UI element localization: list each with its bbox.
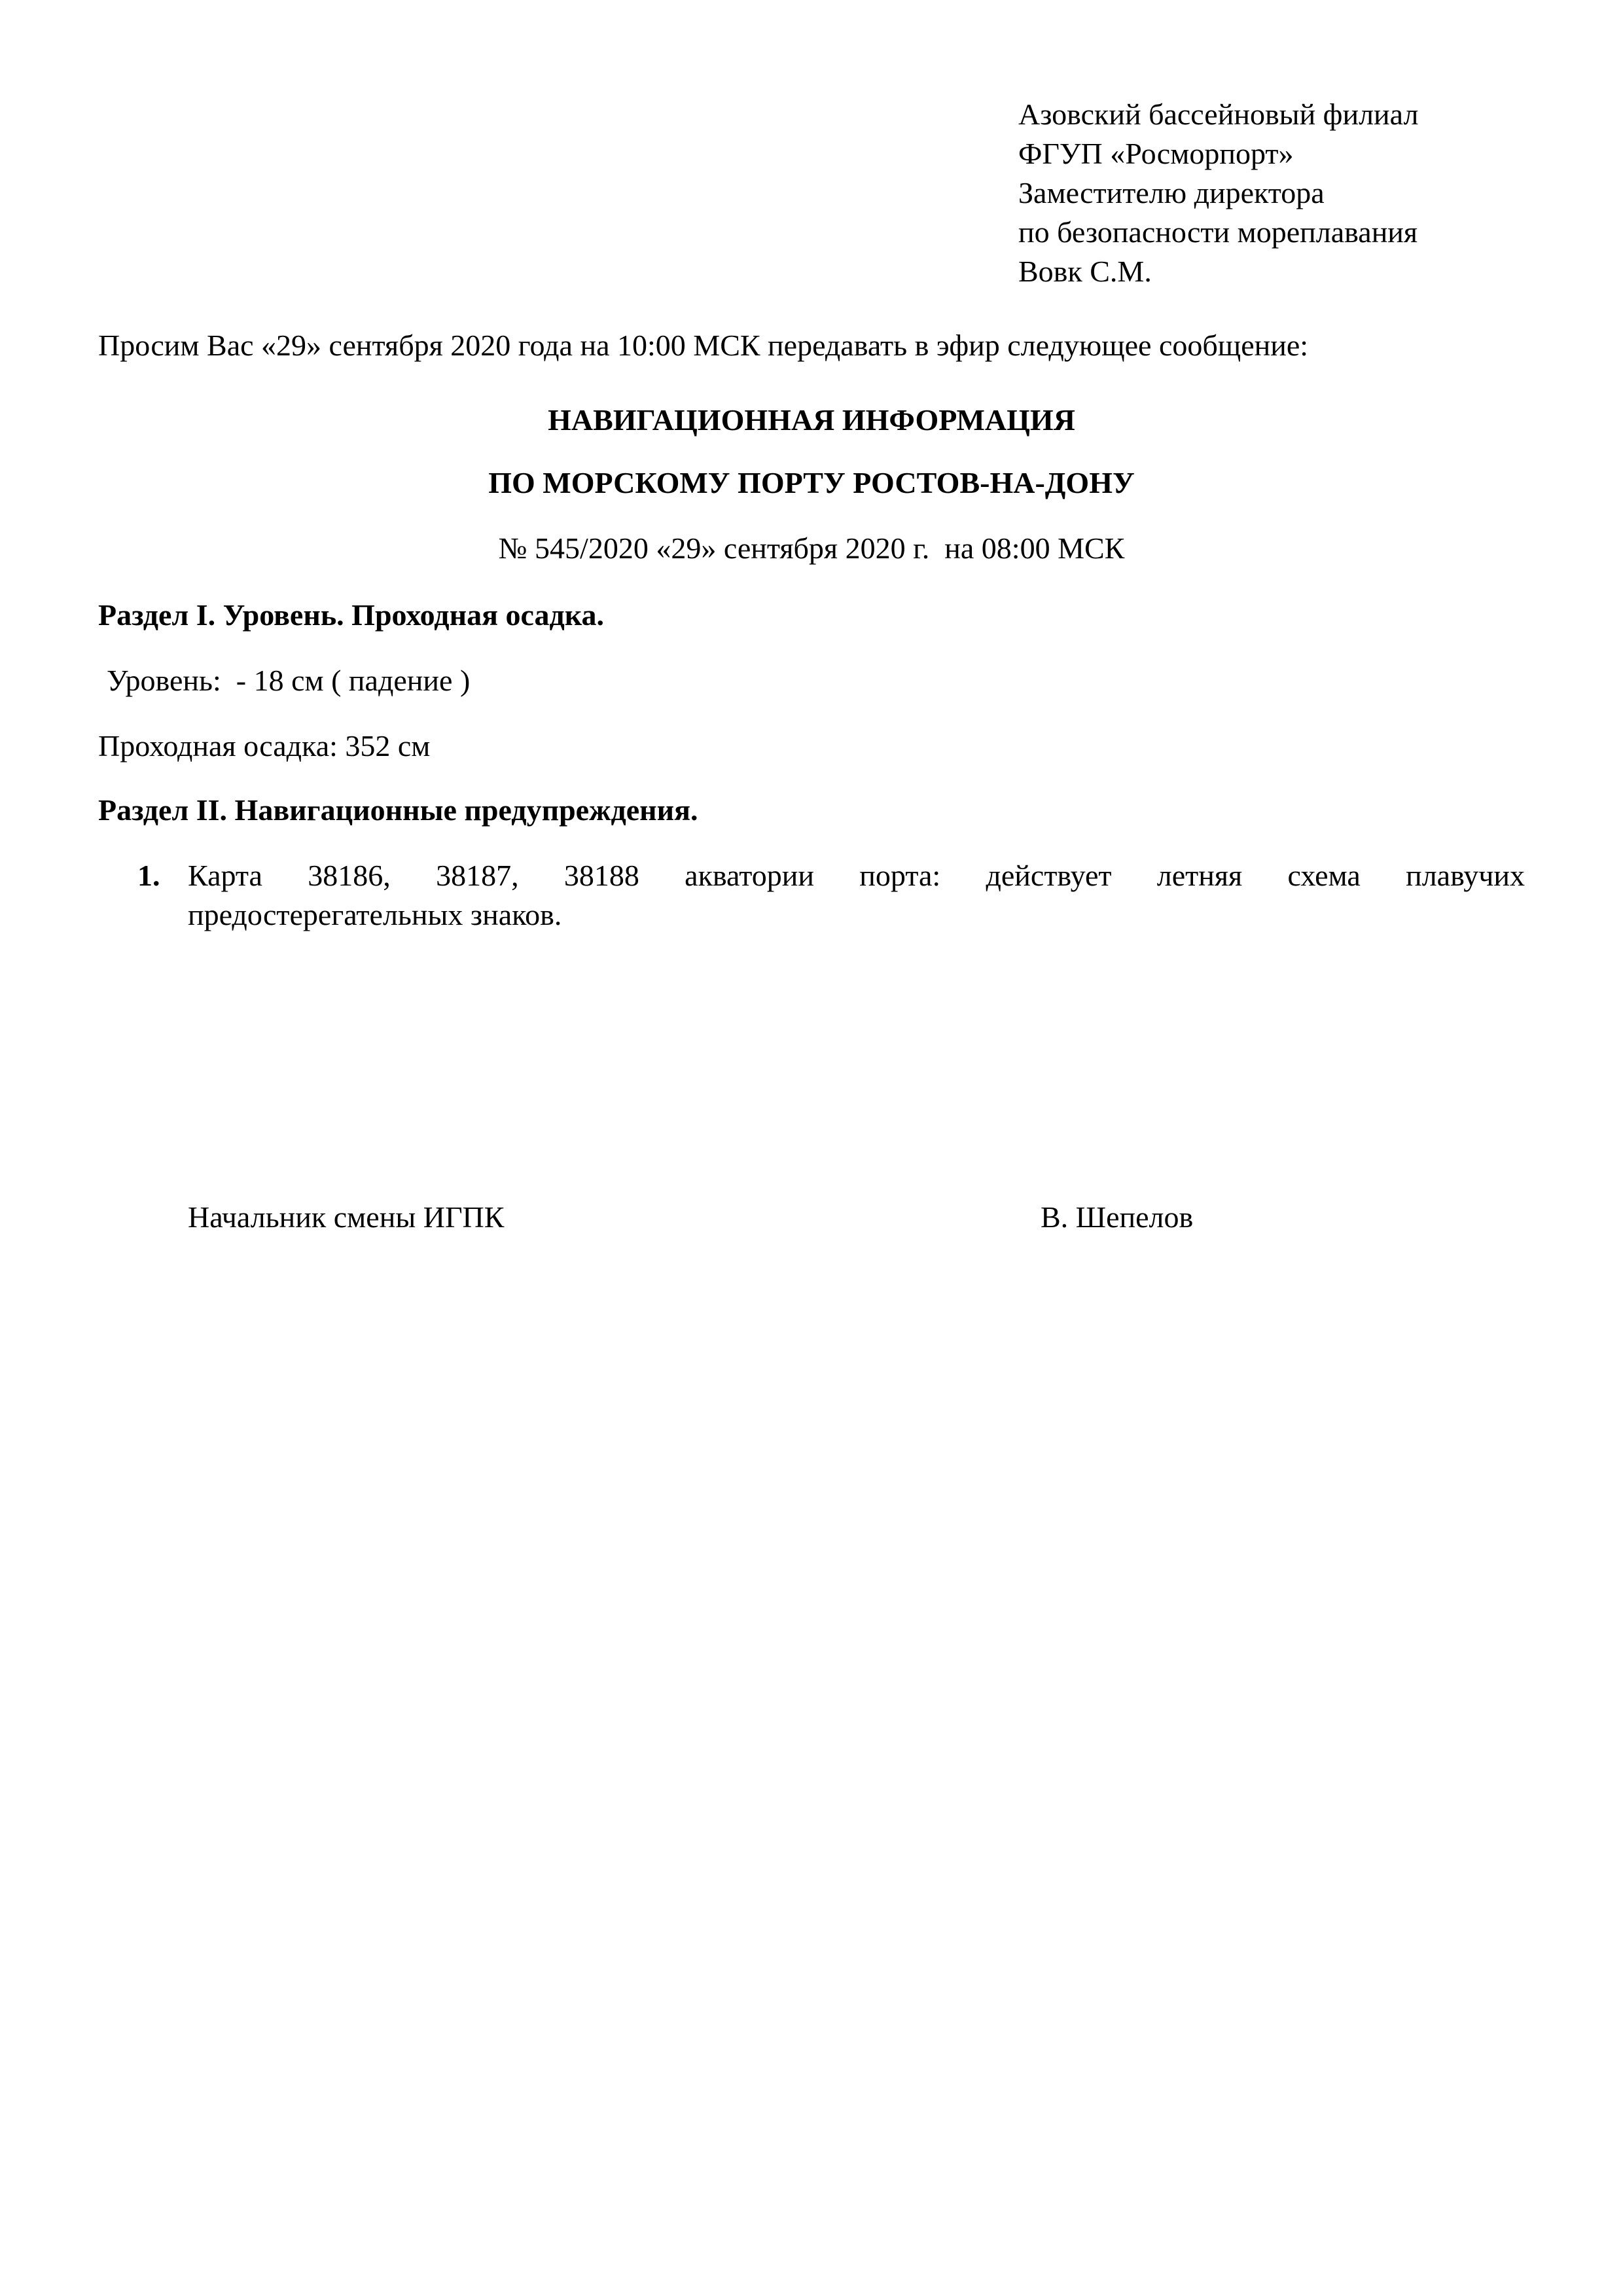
list-item-text-line: предостерегательных знаков. bbox=[188, 898, 562, 931]
list-item-number: 1. bbox=[137, 859, 160, 892]
addressee-line: Вовк С.М. bbox=[1018, 255, 1152, 288]
signatory-name: В. Шепелов bbox=[1041, 1200, 1194, 1234]
passage-draft: Проходная осадка: 352 см bbox=[98, 729, 431, 762]
addressee-block bbox=[1018, 95, 1581, 291]
list-item-text bbox=[188, 856, 1525, 935]
addressee-line: Азовский бассейновый филиал bbox=[1018, 98, 1419, 131]
addressee-line: по безопасности мореплавания bbox=[1018, 215, 1418, 249]
section-1-heading: Раздел I. Уровень. Проходная осадка. bbox=[98, 598, 605, 632]
water-level: Уровень: - 18 см ( падение ) bbox=[107, 664, 471, 697]
document-title: НАВИГАЦИОННАЯ ИНФОРМАЦИЯ bbox=[548, 403, 1075, 437]
request-paragraph: Просим Вас «29» сентября 2020 года на 10:00 МСК передавать в эфир следующее сообщение: bbox=[98, 329, 1309, 362]
section-2-heading: Раздел II. Навигационные предупреждения. bbox=[98, 793, 698, 827]
signatory-role: Начальник смены ИГПК bbox=[188, 1200, 505, 1234]
list-item-text-line: Карта 38186, 38187, 38188 акватории порта: действует летняя схема плавучих bbox=[188, 859, 1525, 892]
document-number: № 545/2020 «29» сентября 2020 г. на 08:00 МСК bbox=[498, 531, 1125, 565]
document-subtitle: ПО МОРСКОМУ ПОРТУ РОСТОВ-НА-ДОНУ bbox=[488, 466, 1135, 499]
addressee-line: ФГУП «Росморпорт» bbox=[1018, 137, 1294, 170]
addressee-line: Заместителю директора bbox=[1018, 176, 1325, 209]
